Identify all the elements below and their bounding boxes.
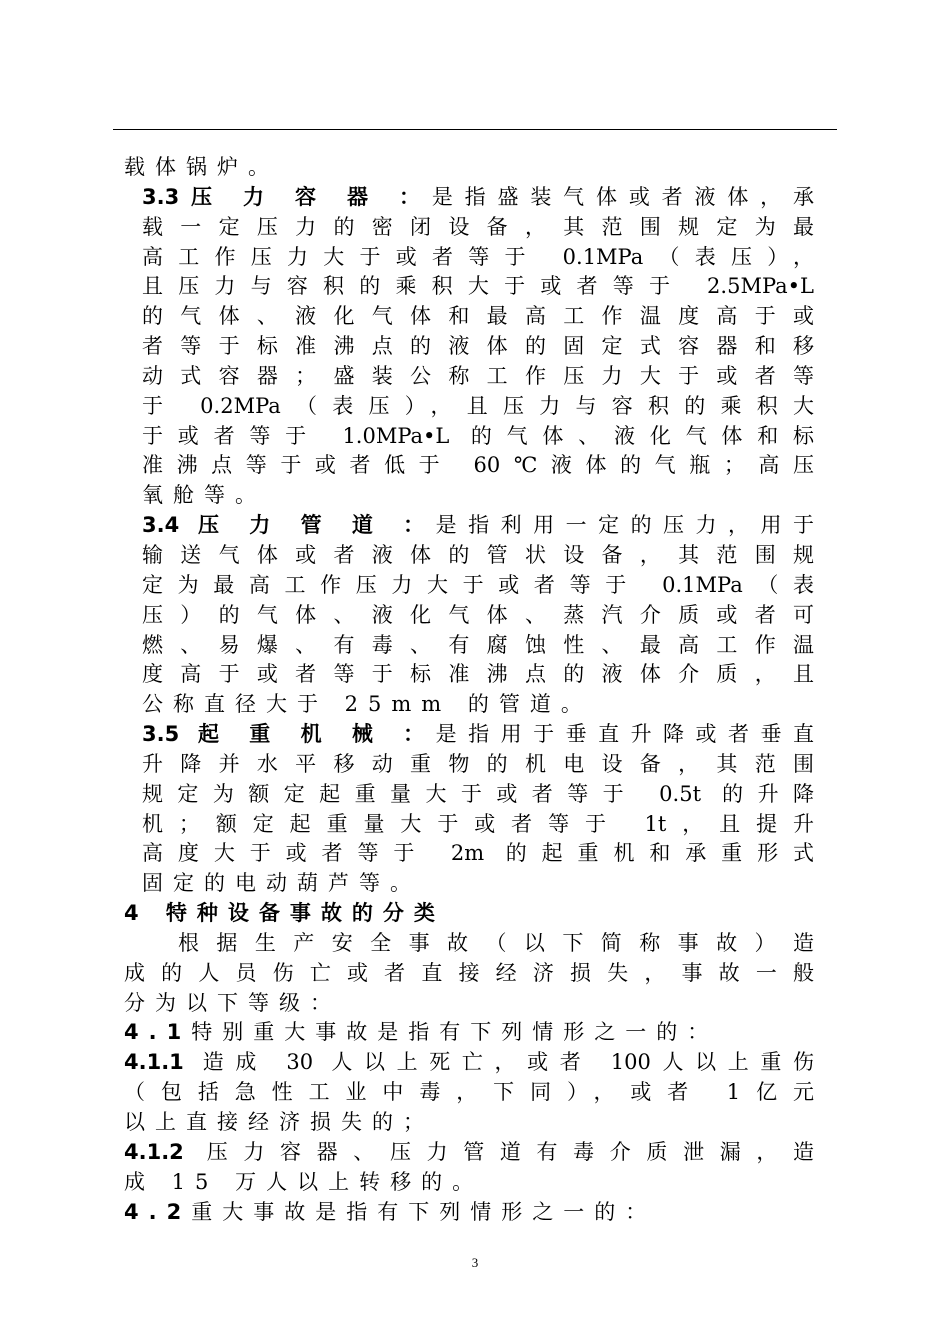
line-text: 分为以下等级： [124,990,341,1015]
text-line [124,1198,814,1228]
text-line [142,541,814,571]
line-text: （包括急性工业中毒，下同），或者 1亿元 [124,1080,814,1105]
section-heading: 4.2 [124,1199,192,1224]
text-line [142,690,814,720]
text-line [142,810,814,840]
line-text: 根据生产安全事故（以下简称事故）造 [178,930,814,955]
section-heading: 3.3压 力 容 器 ： [142,184,432,209]
header-rule [113,129,837,130]
text-line [142,780,814,810]
section-heading: 4.1.1 [124,1050,203,1075]
line-text: 氧舱等。 [142,483,266,508]
document-body [124,153,814,1227]
text-line [142,392,814,422]
text-line [142,243,814,273]
section-heading: 4 特种设备事故的分类 [124,901,445,926]
section-heading: 4.1 [124,1020,192,1045]
line-text: 成 15 万人以上转移的。 [124,1169,484,1194]
line-text: 机；额定起重量大于或者等于 1t，且提升 [142,811,814,836]
section-heading: 3.4 压 力 管 道 ： [142,513,436,538]
line-text: 者等于标准沸点的液体的固定式容器和移 [142,334,814,359]
text-line [124,899,814,929]
section-heading: 4.1.2 [124,1139,207,1164]
line-text: 高工作压力大于或者等于 0.1MPa（表压）， [142,244,814,269]
section-heading: 3.5 起 重 机 械 ： [142,722,436,747]
line-text: 重大事故是指有下列情形之一的： [191,1199,657,1224]
text-line [124,1018,814,1048]
text-line [142,213,814,243]
text-line [124,959,814,989]
line-text: 升降并水平移动重物的机电设备，其范围 [142,751,814,776]
line-text: 特别重大事故是指有下列情形之一的： [191,1020,719,1045]
line-text: 且压力与容积的乘积大于或者等于 2.5MPa•L [142,274,814,299]
text-line [142,272,814,302]
text-line [124,1168,814,1198]
text-line [124,1108,814,1138]
text-line [142,869,814,899]
text-line [142,362,814,392]
text-line [142,660,814,690]
line-text: 准沸点等于或者低于 60℃液体的气瓶；高压 [142,453,814,478]
text-line [142,750,814,780]
text-line [142,571,814,601]
line-text: 于 0.2MPa（表压），且压力与容积的乘积大 [142,393,814,418]
page-number: 3 [471,1255,479,1270]
text-line [178,929,814,959]
text-line [142,451,814,481]
line-text: 以上直接经济损失的； [124,1110,434,1134]
line-text: 造成 30 人以上死亡，或者 100人以上重伤 [202,1050,814,1075]
line-text: 是指用于垂直升降或者垂直 [435,722,814,747]
line-text: 载一定压力的密闭设备，其范围规定为最 [142,214,814,239]
text-line [142,183,814,213]
line-text: 于或者等于 1.0MPa•L 的气体、液化气体和标 [142,423,814,448]
line-text: 定为最高工作压力大于或者等于 0.1MPa（表 [142,572,814,597]
text-line [142,332,814,362]
text-line [124,989,814,1019]
text-line [142,511,814,541]
text-line [124,1138,814,1168]
text-line [124,1078,814,1108]
line-text: 的气体、液化气体和最高工作温度高于或 [142,304,814,329]
text-line [142,720,814,750]
line-text: 成的人员伤亡或者直接经济损失，事故一般 [124,960,814,985]
line-text: 动式容器；盛装公称工作压力大于或者等 [142,363,814,388]
line-text: 压力容器、压力管道有毒介质泄漏，造 [206,1139,814,1164]
line-text: 是指盛装气体或者液体，承 [431,184,814,209]
text-line [124,153,814,183]
text-line [142,601,814,631]
line-text: 载体锅炉。 [124,155,279,179]
text-line [142,481,814,511]
line-text: 是指利用一定的压力，用于 [435,513,814,538]
line-text: 燃、易爆、有毒、有腐蚀性、最高工作温 [142,632,814,657]
line-text: 固定的电动葫芦等。 [142,871,421,896]
text-line [142,302,814,332]
line-text: 输送气体或者液体的管状设备，其范围规 [142,542,814,567]
line-text: 规定为额定起重量大于或者等于 0.5t 的升降 [142,781,814,806]
text-line [142,839,814,869]
line-text: 高度大于或者等于 2m 的起重机和承重形式 [142,841,814,866]
text-line [124,1048,814,1078]
text-line [142,631,814,661]
line-text: 公称直径大于 25mm 的管道。 [142,692,592,717]
line-text: 压）的气体、液化气体、蒸汽介质或者可 [142,602,814,627]
line-text: 度高于或者等于标准沸点的液体介质，且 [142,662,814,687]
text-line [142,422,814,452]
